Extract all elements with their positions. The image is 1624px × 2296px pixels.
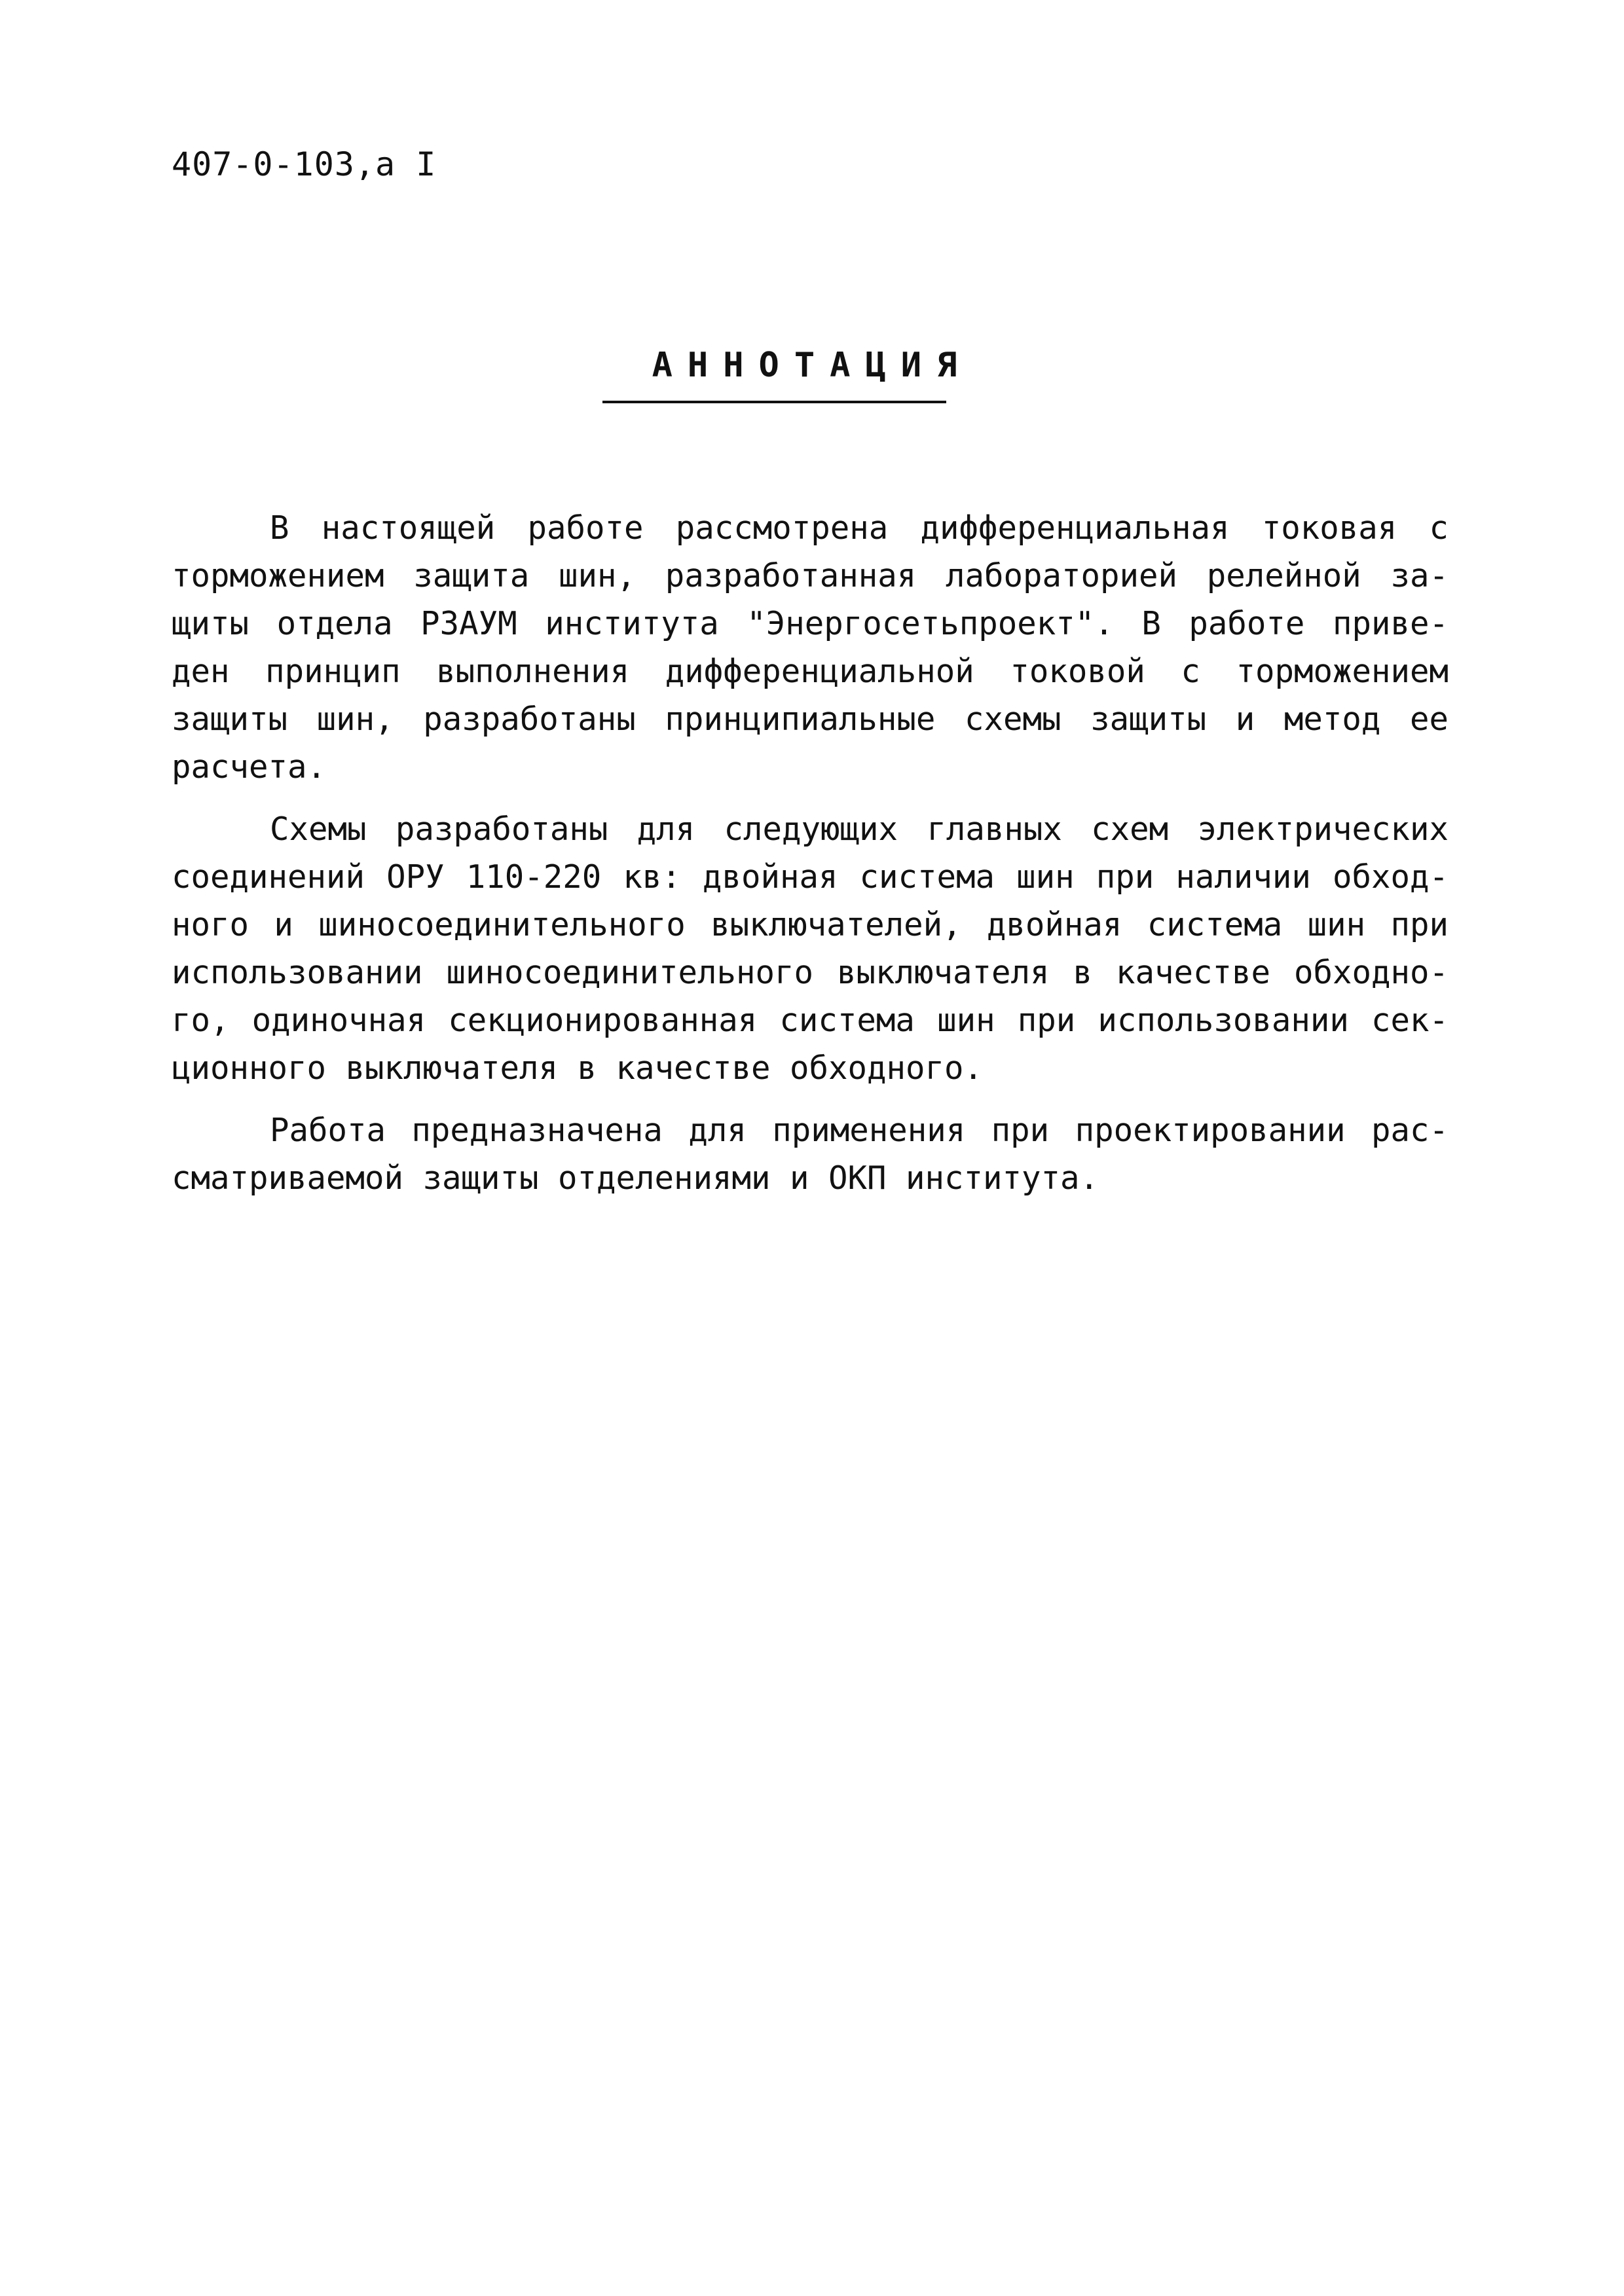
title-underline	[602, 401, 946, 403]
text-line: ден принцип выполнения дифференциальной токовой с торможением	[172, 653, 1449, 690]
text-line: торможением защита шин, разработанная лабораторией релейной за-	[172, 557, 1449, 594]
text-line: Схемы разработаны для следующих главных схем электрических	[270, 811, 1449, 848]
text-line: щиты отдела РЗАУМ института "Энергосетьпроект". В работе приве-	[172, 605, 1449, 642]
text-line: расчета.	[172, 748, 327, 786]
text-line: го, одиночная секционированная система шин при использовании сек-	[172, 1002, 1449, 1039]
annotation-body	[172, 504, 1449, 1216]
page-title: АННОТАЦИЯ	[652, 346, 972, 385]
document-code: 407-0-103,а I	[172, 145, 437, 183]
text-line: защиты шин, разработаны принципиальные схемы защиты и метод ее	[172, 701, 1449, 738]
text-line: В настоящей работе рассмотрена дифференциальная токовая с	[270, 509, 1449, 547]
paragraph-1	[172, 504, 1449, 791]
text-line: ционного выключателя в качестве обходного.	[172, 1049, 984, 1087]
text-line: ного и шиносоединительного выключателей, двойная система шин при	[172, 906, 1449, 943]
text-line: Работа предназначена для применения при проектировании рас-	[270, 1112, 1449, 1149]
paragraph-2	[172, 805, 1449, 1092]
text-line: соединений ОРУ 110-220 кв: двойная система шин при наличии обход-	[172, 858, 1449, 896]
text-line: использовании шиносоединительного выключателя в качестве обходно-	[172, 954, 1449, 991]
paragraph-3	[172, 1106, 1449, 1202]
text-line: сматриваемой защиты отделениями и ОКП института.	[172, 1159, 1099, 1197]
